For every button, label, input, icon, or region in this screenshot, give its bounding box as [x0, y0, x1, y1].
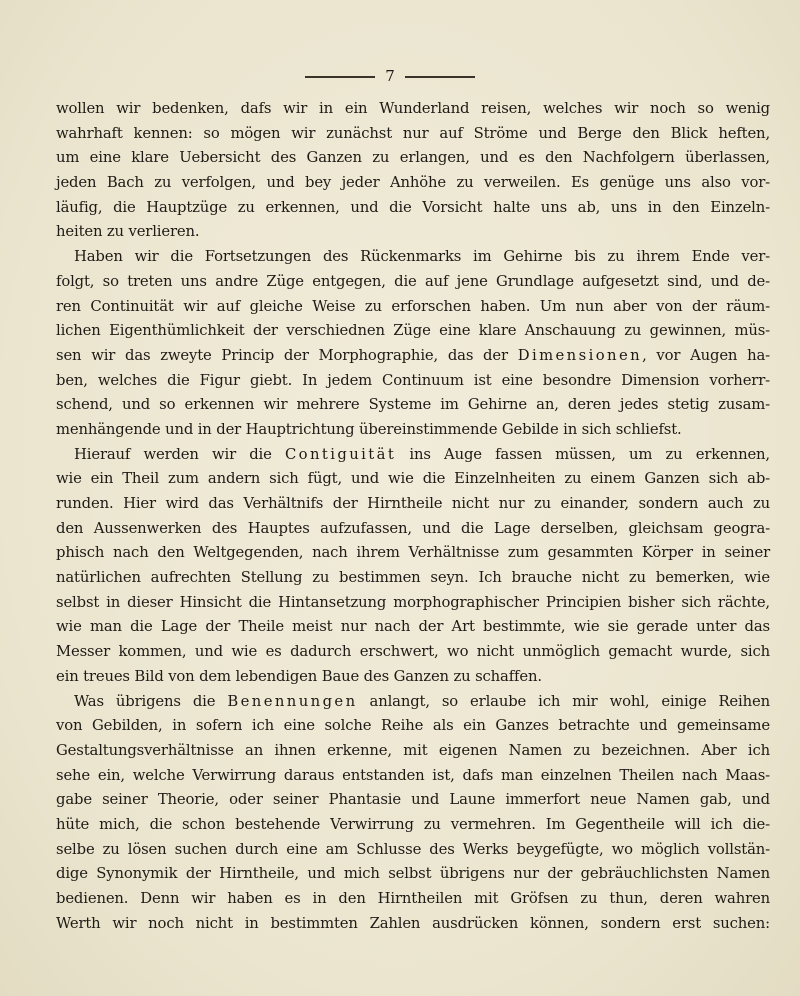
- text-line: natürlichen aufrechten Stellung zu bestimmen seyn. Ich brauche nicht zu bemerken, wie: [56, 569, 770, 587]
- text-line: ben, welches die Figur giebt. In jedem Continuum ist eine besondre Dimension vorherr-: [56, 371, 770, 389]
- text-line: um eine klare Uebersicht des Ganzen zu erlangen, und es den Nachfolgern überlassen,: [56, 149, 770, 167]
- text-line: selbe zu lösen suchen durch eine am Schlusse des Werks beygefügte, wo möglich vollstän-: [56, 840, 770, 858]
- page-header: [0, 66, 800, 86]
- page-number: 7: [385, 67, 395, 85]
- text-line: wie ein Theil zum andern sich fügt, und wie die Einzelnheiten zu einem Ganzen sich ab-: [56, 470, 770, 488]
- text-line: bedienen. Denn wir haben es in den Hirntheilen mit Gröfsen zu thun, deren wahren: [56, 890, 770, 907]
- text-line: Gestaltungsverhältnisse an ihnen erkenne, mit eigenen Namen zu bezeichnen. Aber ich: [56, 741, 770, 759]
- text-line: sen wir das zweyte Princip der Morphographie, das der Dimensionen, vor Augen ha-: [56, 346, 770, 364]
- text-line: Werth wir noch nicht in bestimmten Zahlen ausdrücken können, sondern erst suchen:: [56, 914, 770, 932]
- text-line: den Aussenwerken des Hauptes aufzufassen, und die Lage derselben, gleichsam geogra-: [56, 519, 770, 537]
- text-line: jeden Bach zu verfolgen, und bey jeder Anhöhe zu verweilen. Es genüge uns also vor-: [56, 174, 770, 192]
- header-rule-left: [305, 76, 375, 78]
- text-line: sehe ein, welche Verwirrung daraus entstanden ist, dafs man einzelnen Theilen nach Maas-: [56, 766, 770, 784]
- text-line: wahrhaft kennen: so mögen wir zunächst nur auf Ströme und Berge den Blick heften,: [56, 124, 770, 142]
- paragraph-start: Was übrigens die Benennungen anlangt, so erlaube ich mir wohl, einige Reihen: [74, 692, 770, 710]
- text-line: wie man die Lage der Theile meist nur nach der Art bestimmte, wie sie gerade unter das: [56, 618, 770, 636]
- text-line: schend, und so erkennen wir mehrere Systeme im Gehirne an, deren jedes stetig zusam-: [56, 396, 770, 414]
- text-line: folgt, so treten uns andre Züge entgegen, die auf jene Grundlage aufgesetzt sind, und de-: [56, 272, 770, 290]
- body-text: [56, 97, 770, 936]
- spaced-term: Benennungen: [227, 692, 358, 710]
- text-line: lichen Eigenthümlichkeit der verschiednen Züge eine klare Anschauung zu gewinnen, müs-: [56, 322, 770, 340]
- spaced-term: Contiguität: [284, 445, 397, 463]
- text-line: menhängende und in der Hauptrichtung übereinstimmende Gebilde in sich schliefst.: [56, 420, 682, 438]
- text-line: wollen wir bedenken, dafs wir in ein Wunderland reisen, welches wir noch so wenig: [56, 100, 770, 117]
- text-line: hüte mich, die schon bestehende Verwirrung zu vermehren. Im Gegentheile will ich die-: [56, 815, 770, 833]
- paragraph-start: Haben wir die Fortsetzungen des Rückenmarks im Gehirne bis zu ihrem Ende ver-: [74, 248, 770, 266]
- text-line: gabe seiner Theorie, oder seiner Phantasie und Laune immerfort neue Namen gab, und: [56, 791, 770, 809]
- text-line: selbst in dieser Hinsicht die Hintansetzung morphographischer Principien bisher sich rächte,: [56, 593, 770, 611]
- header-rule-right: [405, 76, 475, 78]
- text-line: ren Continuität wir auf gleiche Weise zu erforschen haben. Um nun aber von der räum-: [56, 297, 770, 315]
- text-line: phisch nach den Weltgegenden, nach ihrem Verhältnisse zum gesammten Körper in seiner: [56, 544, 770, 562]
- text-line: von Gebilden, in sofern ich eine solche Reihe als ein Ganzes betrachte und gemeinsame: [56, 717, 770, 735]
- text-line: dige Synonymik der Hirntheile, und mich selbst übrigens nur der gebräuchlichsten Namen: [56, 865, 770, 883]
- text-line: runden. Hier wird das Verhältnifs der Hirntheile nicht nur zu einander, sondern auch zu: [56, 495, 770, 512]
- paragraph-start: Hierauf werden wir die Contiguität ins Auge fassen müssen, um zu erkennen,: [74, 445, 770, 463]
- text-line: Messer kommen, und wie es dadurch erschwert, wo nicht unmöglich gemacht wurde, sich: [56, 643, 770, 661]
- spaced-term: Dimensionen: [517, 346, 643, 364]
- text-line: ein treues Bild von dem lebendigen Baue des Ganzen zu schaffen.: [56, 667, 542, 685]
- text-line: heiten zu verlieren.: [56, 223, 200, 241]
- text-line: läufig, die Hauptzüge zu erkennen, und die Vorsicht halte uns ab, uns in den Einzeln-: [56, 198, 770, 216]
